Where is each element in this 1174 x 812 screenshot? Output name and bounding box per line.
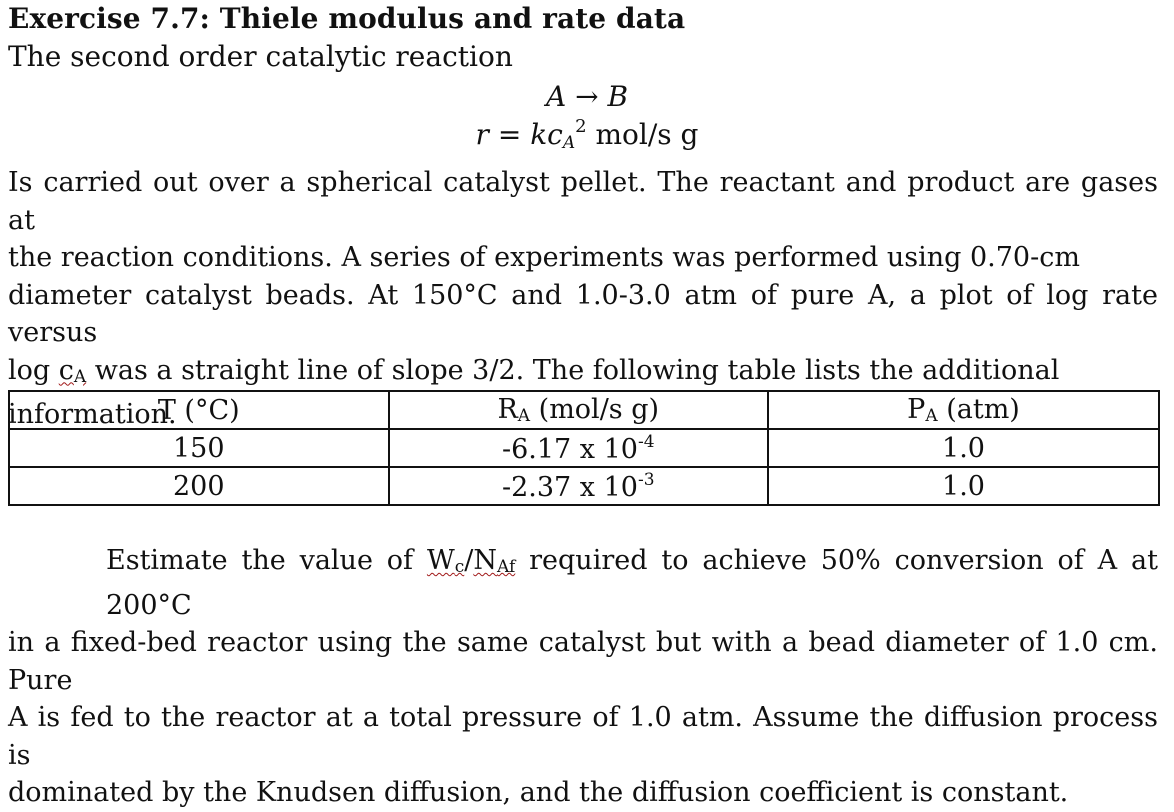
rate-units: mol/s g [586,118,699,151]
para1-line2: the reaction conditions. A series of experiments was performed using 0.70-cm [8,242,1080,273]
ca-sub: A [73,366,87,387]
intro-text: The second order catalytic reaction [8,40,513,73]
rate-k: kc [530,118,563,151]
para1-line5: information. [8,399,177,430]
cell-rate [389,467,769,505]
para2-line3: A is fed to the reactor at a total pressure of 1.0 atm. Assume the diffusion process is [8,702,1158,771]
cell-rate-exponent: -3 [637,469,655,490]
cell-rate-exponent: -4 [637,431,655,452]
para1-line3: diameter catalyst beads. At 150°C and 1.0-3.0 atm of pure A, a plot of log rate versus [8,279,1158,348]
naf-term [473,545,515,576]
para2-line1 [8,542,1158,624]
wc-sub: c [454,557,465,577]
header-pressure [768,391,1159,429]
naf-n: N [473,545,497,576]
rate-equation [0,116,1174,153]
cell-temperature: 150 [9,429,389,467]
cell-pressure: 1.0 [768,467,1159,505]
header-pressure-units: (atm) [937,394,1020,425]
cell-rate-base: -2.37 x 10 [501,471,638,503]
header-pressure-sub: A [925,406,938,426]
para2-line2: in a fixed-bed reactor using the same catalyst but with a bead diameter of 1.0 cm. Pure [8,627,1158,696]
ca-term [59,355,86,386]
exercise-title: Exercise 7.7: Thiele modulus and rate data [8,2,686,35]
wc-w: W [426,545,455,576]
rate-data-table [8,390,1160,506]
para1-line4-pre: log [8,354,59,386]
table-header-row [9,391,1159,429]
header-rate-symbol: R [497,394,518,425]
para2-line1-pre: Estimate the value of [106,545,427,576]
table-row [9,467,1159,505]
header-pressure-symbol: P [907,394,926,425]
problem-paragraph-2 [8,542,1158,812]
cell-temperature: 200 [9,467,389,505]
header-rate-units: (mol/s g) [530,394,660,425]
para2-line1-post: required to achieve 50% conversion of A at 200°C [106,545,1158,621]
cell-rate [389,429,769,467]
ca-c: c [58,354,74,386]
wc-term [427,545,464,576]
para1-line4-post: was a straight line of slope 3/2. The following table lists the additional [86,354,1060,386]
cell-pressure: 1.0 [768,429,1159,467]
para1-line1: Is carried out over a spherical catalyst pellet. The reactant and product are gases at [8,167,1158,236]
cell-rate-base: -6.17 x 10 [501,433,638,465]
rate-lhs: r = [475,118,531,151]
naf-sub: Af [496,557,516,577]
header-temperature: T (°C) [9,391,389,429]
rate-subscript: A [562,133,576,153]
ratio-slash: / [464,545,474,576]
reaction-equation: A → B [545,80,629,113]
table-row [9,429,1159,467]
header-rate [389,391,769,429]
header-rate-sub: A [517,406,531,426]
para2-line4: dominated by the Knudsen diffusion, and the diffusion coefficient is constant. [8,777,1069,808]
rate-exponent: 2 [575,116,587,137]
